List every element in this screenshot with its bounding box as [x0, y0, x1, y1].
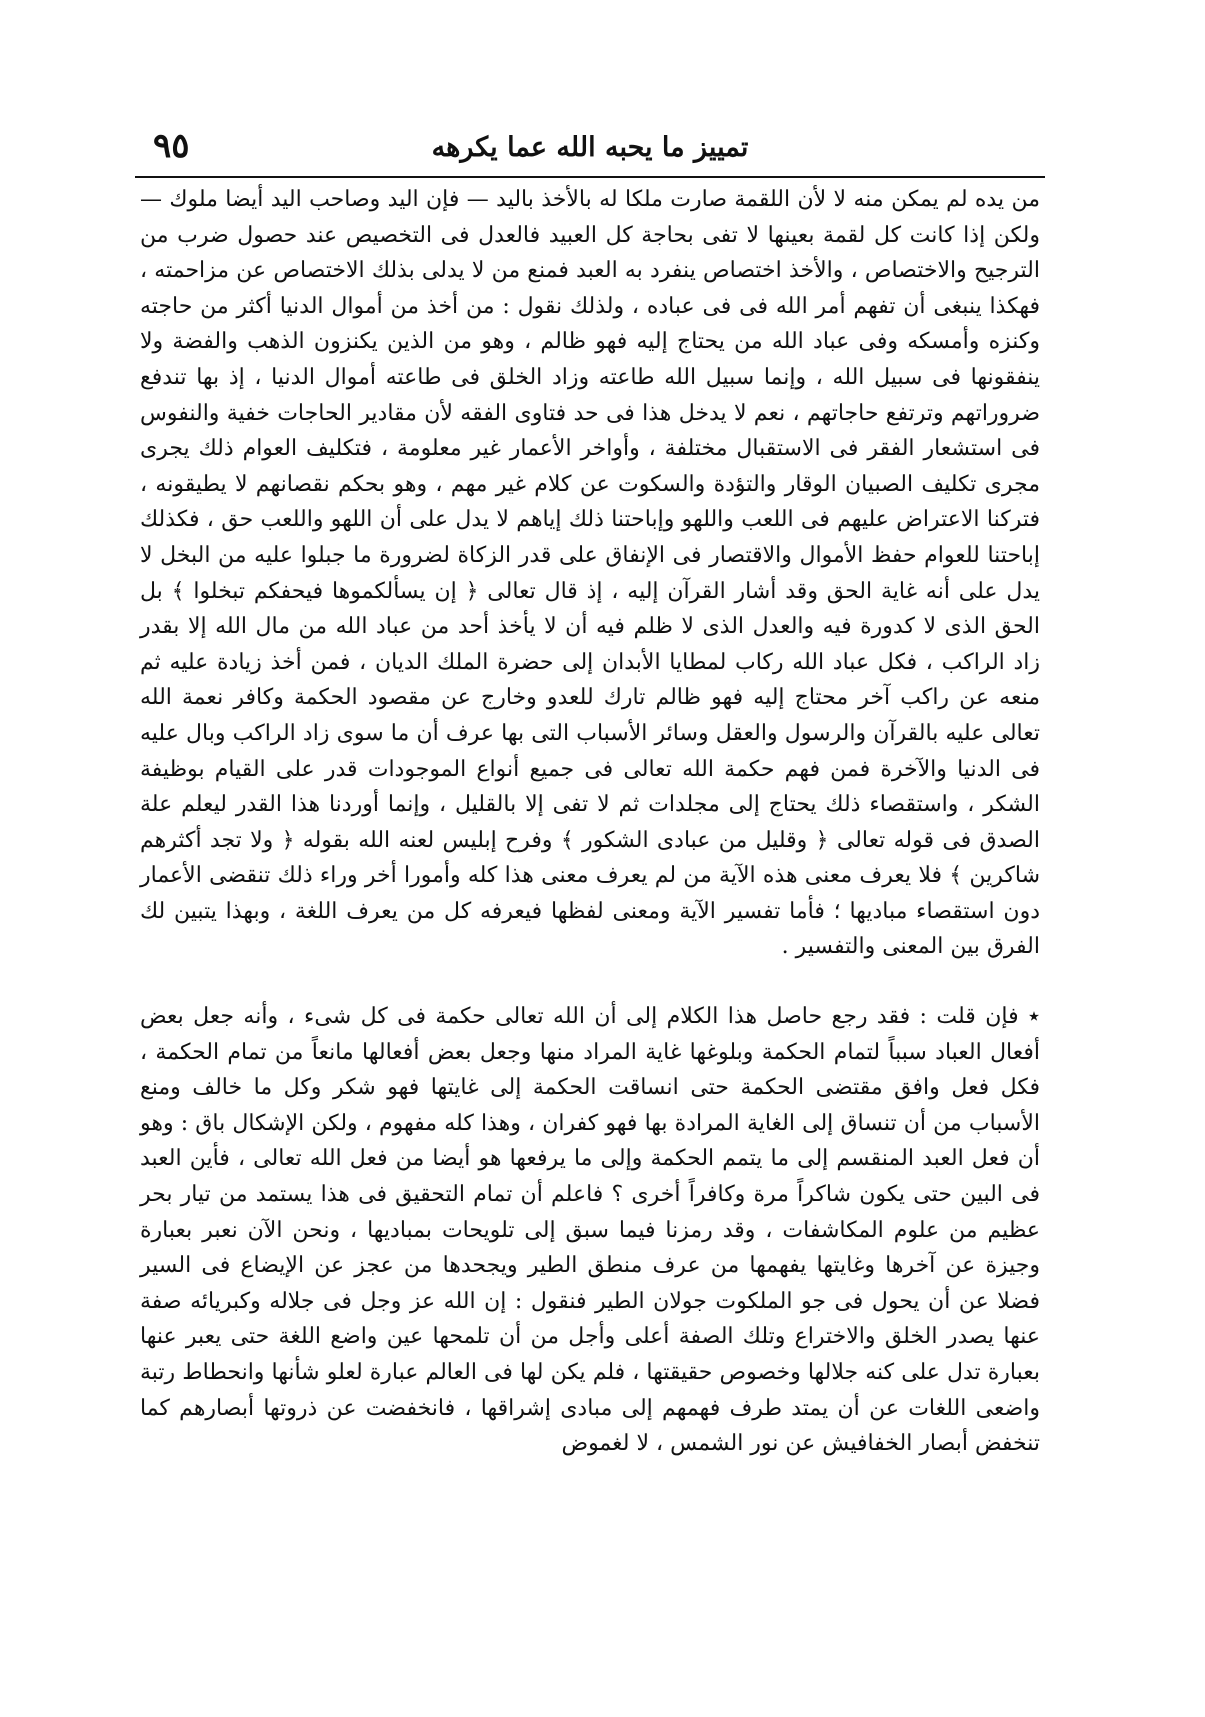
paragraph-spacer	[140, 965, 1040, 999]
main-text	[140, 182, 1040, 1462]
paragraph-1: من يده لم يمكن منه لا لأن اللقمة صارت ملكا له بالأخذ باليد — فإن اليد وصاحب اليد أيضا ملوك — ولكن إذا كانت كل لقمة بعينها لا تفى بحاجة كل العبيد فالعدل فى التخصيص عند حصول ضرب من الترجيح والاختصاص ، والأخذ اختصاص ينفرد به العبد فمنع من لا يدلى بذلك الاختصاص عن مزاحمته ، فهكذا ينبغى أن تفهم أمر الله فى فى عباده ، ولذلك نقول : من أخذ من أموال الدنيا أكثر من حاجته وكنزه وأمسكه وفى عباد الله من يحتاج إليه فهو ظالم ، وهو من الذين يكنزون الذهب والفضة ولا ينفقونها فى سبيل الله ، وإنما سبيل الله طاعته وزاد الخلق فى طاعته أموال الدنيا ، إذ بها تندفع ضروراتهم وترتفع حاجاتهم ، نعم لا يدخل هذا فى حد فتاوى الفقه لأن مقادير الحاجات خفية والنفوس فى استشعار الفقر فى الاستقبال مختلفة ، وأواخر الأعمار غير معلومة ، فتكليف العوام ذلك يجرى مجرى تكليف الصبيان الوقار والتؤدة والسكوت عن كلام غير مهم ، وهو بحكم نقصانهم لا يطيقونه ، فتركنا الاعتراض عليهم فى اللعب واللهو وإباحتنا ذلك إياهم لا يدل على أن اللهو واللعب حق ، فكذلك إباحتنا للعوام حفظ الأموال والاقتصار فى الإنفاق على قدر الزكاة لضرورة ما جبلوا عليه من البخل لا يدل على أنه غاية الحق وقد أشار القرآن إليه ، إذ قال تعالى ﴿ إن يسألكموها فيحفكم تبخلوا ﴾ بل الحق الذى لا كدورة فيه والعدل الذى لا ظلم فيه أن لا يأخذ أحد من عباد الله من مال الله إلا بقدر زاد الراكب ، فكل عباد الله ركاب لمطايا الأبدان إلى حضرة الملك الديان ، فمن أخذ زيادة عليه ثم منعه عن راكب آخر محتاج إليه فهو ظالم تارك للعدو وخارج عن مقصود الحكمة وكافر نعمة الله تعالى عليه بالقرآن والرسول والعقل وسائر الأسباب التى بها عرف أن ما سوى زاد الراكب وبال عليه فى الدنيا والآخرة فمن فهم حكمة الله تعالى فى جميع أنواع الموجودات قدر على القيام بوظيفة الشكر ، واستقصاء ذلك يحتاج إلى مجلدات ثم لا تفى إلا بالقليل ، وإنما أوردنا هذا القدر ليعلم علة الصدق فى قوله تعالى ﴿ وقليل من عبادى الشكور ﴾ وفرح إبليس لعنه الله بقوله ﴿ ولا تجد أكثرهم شاكرين ﴾ فلا يعرف معنى هذه الآية من لم يعرف معنى هذا كله وأمورا أخر وراء ذلك تنقضى الأعمار دون استقصاء مباديها ؛ فأما تفسير الآية ومعنى لفظها فيعرفه كل من يعرف اللغة ، وبهذا يتبين لك الفرق بين المعنى والتفسير .	[140, 187, 1040, 960]
page-number: ٩٥	[153, 126, 190, 166]
running-title: تمييز ما يحبه الله عما يكرهه	[431, 132, 749, 163]
paragraph-2: ٭ فإن قلت : فقد رجع حاصل هذا الكلام إلى أن الله تعالى حكمة فى كل شىء ، وأنه جعل بعض أفعال العباد سبباً لتمام الحكمة وبلوغها غاية المراد منها وجعل بعض أفعالها مانعاً من تمام الحكمة ، فكل فعل وافق مقتضى الحكمة حتى انساقت الحكمة إلى غايتها فهو شكر وكل ما خالف ومنع الأسباب من أن تنساق إلى الغاية المرادة بها فهو كفران ، وهذا كله مفهوم ، ولكن الإشكال باق : وهو أن فعل العبد المنقسم إلى ما يتمم الحكمة وإلى ما يرفعها هو أيضا من فعل الله تعالى ، فأين العبد فى البين حتى يكون شاكراً مرة وكافراً أخرى ؟ فاعلم أن تمام التحقيق فى هذا يستمد من تيار بحر عظيم من علوم المكاشفات ، وقد رمزنا فيما سبق إلى تلويحات بمباديها ، ونحن الآن نعبر بعبارة وجيزة عن آخرها وغايتها يفهمها من عرف منطق الطير ويجحدها من عجز عن الإيضاع فى السير فضلا عن أن يحول فى جو الملكوت جولان الطير فنقول : إن الله عز وجل فى جلاله وكبريائه صفة عنها يصدر الخلق والاختراع وتلك الصفة أعلى وأجل من أن تلمحها عين واضع اللغة حتى يعبر عنها بعبارة تدل على كنه جلالها وخصوص حقيقتها ، فلم يكن لها فى العالم عبارة لعلو شأنها وانحطاط رتبة واضعى اللغات عن أن يمتد طرف فهمهم إلى مبادى إشراقها ، فانخفضت عن ذروتها أبصارهم كما تنخفض أبصار الخفافيش عن نور الشمس ، لا لغموض	[140, 1004, 1040, 1457]
header-divider	[135, 176, 1045, 178]
page-header	[135, 118, 1045, 174]
